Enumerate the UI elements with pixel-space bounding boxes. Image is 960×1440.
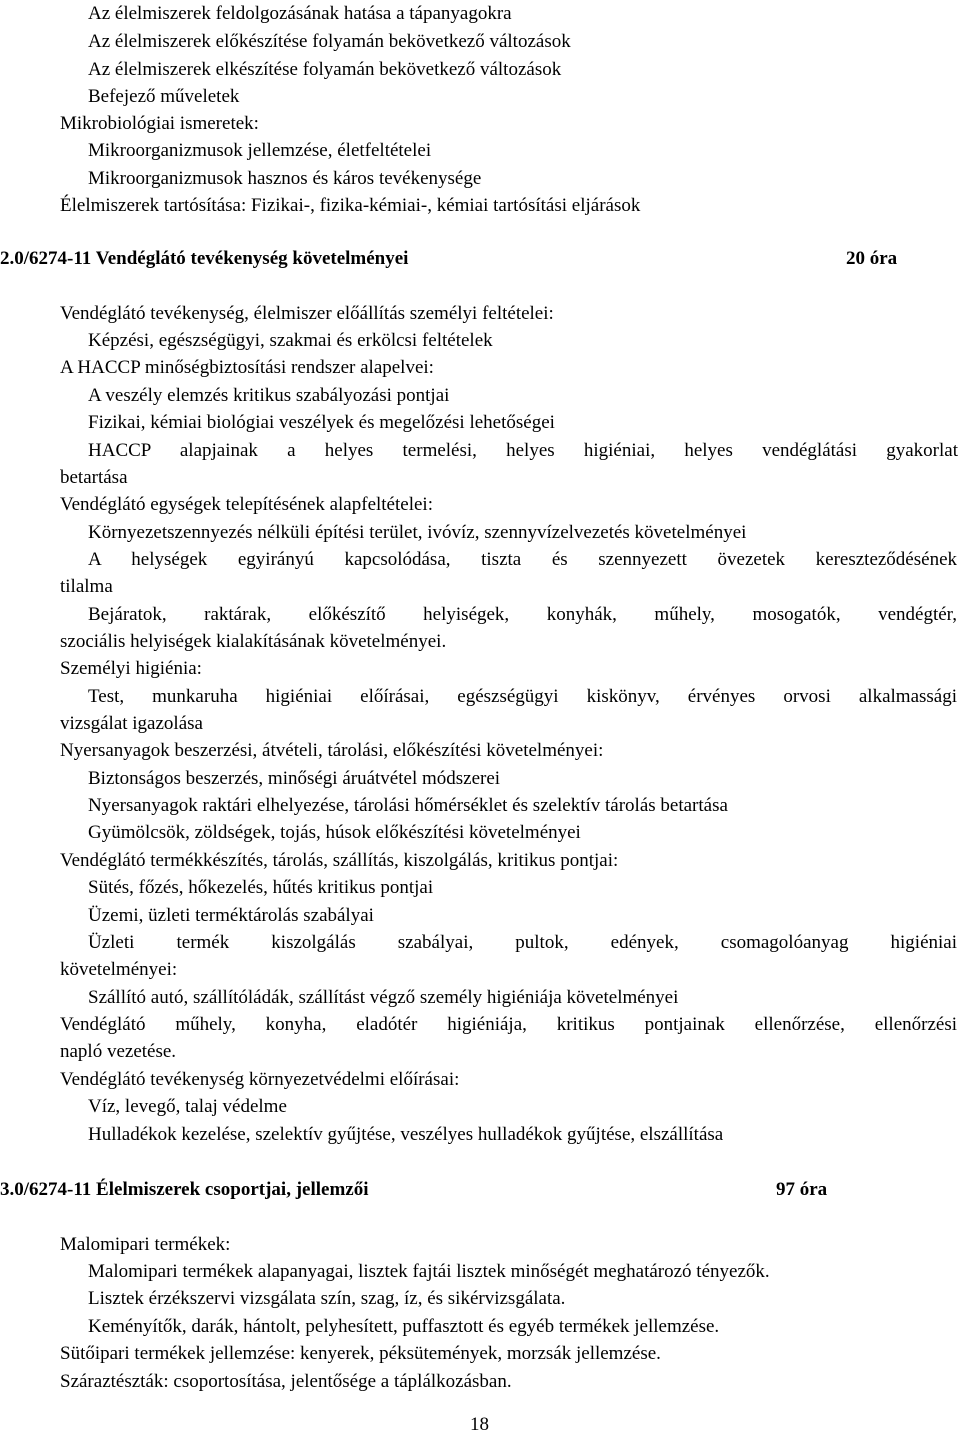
section-2-line: Személyi higiénia: bbox=[60, 658, 202, 679]
section-2-line: vizsgálat igazolása bbox=[60, 713, 203, 734]
intro-item: Az élelmiszerek elkészítése folyamán bekövetkező változások bbox=[88, 59, 562, 80]
section-3-line: Malomipari termékek alapanyagai, lisztek fajtái lisztek minőségét meghatározó tényezők. bbox=[88, 1261, 770, 1282]
section-2-line: Fizikai, kémiai biológiai veszélyek és megelőzési lehetőségei bbox=[88, 412, 555, 433]
section-2-line: Szállító autó, szállítóládák, szállítást végző személy higiéniája követelményei bbox=[88, 987, 679, 1008]
section-2-line: Gyümölcsök, zöldségek, tojás, húsok előkészítési követelményei bbox=[88, 822, 581, 843]
section-2-line: követelményei: bbox=[60, 959, 178, 980]
section-2-line: Környezetszennyezés nélküli építési terület, ivóvíz, szennyvízelvezetés követelményei bbox=[88, 522, 747, 543]
section-3-title: 3.0/6274-11 Élelmiszerek csoportjai, jellemzői bbox=[0, 1179, 369, 1200]
section-3-hours: 97 óra bbox=[776, 1179, 828, 1200]
section-2-line: Vendéglátó egységek telepítésének alapfeltételei: bbox=[60, 494, 433, 515]
section-2-line: Biztonságos beszerzés, minőségi áruátvétel módszerei bbox=[88, 768, 501, 789]
section-2-line: Nyersanyagok beszerzési, átvételi, tárolási, előkészítési követelményei: bbox=[60, 740, 604, 761]
section-3-line: Lisztek érzékszervi vizsgálata szín, szag, íz, és sikérvizsgálata. bbox=[88, 1288, 566, 1309]
section-2-line: A veszély elemzés kritikus szabályozási pontjai bbox=[88, 385, 450, 406]
intro-item: Befejező műveletek bbox=[88, 86, 240, 107]
section-2-line: betartása bbox=[60, 467, 128, 488]
section-2-line: Vendéglátó termékkészítés, tárolás, szállítás, kiszolgálás, kritikus pontjai: bbox=[60, 850, 619, 871]
page-number: 18 bbox=[470, 1414, 489, 1435]
section-2-line: Bejáratok, raktárak, előkészítő helyiségek, konyhák, műhely, mosogatók, vendégtér, bbox=[88, 604, 957, 625]
micro-item: Mikroorganizmusok jellemzése, életfeltételei bbox=[88, 140, 432, 161]
section-2-hours: 20 óra bbox=[846, 248, 898, 269]
section-2-line: szociális helyiségek kialakításának követelményei. bbox=[60, 631, 447, 652]
micro-title: Mikrobiológiai ismeretek: bbox=[60, 113, 259, 134]
section-3-line: Keményítők, darák, hántolt, pelyhesített, puffasztott és egyéb termékek jellemzése. bbox=[88, 1316, 720, 1337]
section-2-line: HACCP alapjainak a helyes termelési, helyes higiéniai, helyes vendéglátási gyakorlat bbox=[88, 440, 958, 461]
section-2-line: Sütés, főzés, hőkezelés, hűtés kritikus pontjai bbox=[88, 877, 434, 898]
section-3-line: Száraztészták: csoportosítása, jelentősége a táplálkozásban. bbox=[60, 1371, 512, 1392]
section-2-line: A HACCP minőségbiztosítási rendszer alapelvei: bbox=[60, 357, 434, 378]
micro-item: Mikroorganizmusok hasznos és káros tevékenysége bbox=[88, 168, 482, 189]
section-3-line: Sütőipari termékek jellemzése: kenyerek, péksütemények, morzsák jellemzése. bbox=[60, 1343, 661, 1364]
section-2-line: Képzési, egészségügyi, szakmai és erkölcsi feltételek bbox=[88, 330, 493, 351]
section-2-line: Vendéglátó tevékenység környezetvédelmi előírásai: bbox=[60, 1069, 460, 1090]
section-2-line: Vendéglátó műhely, konyha, eladótér higiéniája, kritikus pontjainak ellenőrzése, ellenőrzési bbox=[60, 1014, 957, 1035]
section-2-line: Nyersanyagok raktári elhelyezése, tárolási hőmérséklet és szelektív tárolás betartása bbox=[88, 795, 728, 816]
section-2-line: napló vezetése. bbox=[60, 1041, 177, 1062]
section-2-line: Üzleti termék kiszolgálás szabályai, pultok, edények, csomagolóanyag higiéniai bbox=[88, 932, 957, 953]
section-2-line: Vendéglátó tevékenység, élelmiszer előállítás személyi feltételei: bbox=[60, 303, 554, 324]
section-2-title: 2.0/6274-11 Vendéglátó tevékenység követelményei bbox=[0, 248, 409, 269]
intro-item: Az élelmiszerek feldolgozásának hatása a tápanyagokra bbox=[88, 3, 512, 24]
section-2-line: Test, munkaruha higiéniai előírásai, egészségügyi kiskönyv, érvényes orvosi alkalmassági bbox=[88, 686, 957, 707]
intro-item: Az élelmiszerek előkészítése folyamán bekövetkező változások bbox=[88, 31, 571, 52]
section-2-line: A helységek egyirányú kapcsolódása, tiszta és szennyezett övezetek kereszteződésének bbox=[88, 549, 957, 570]
section-2-line: tilalma bbox=[60, 576, 113, 597]
section-2-line: Üzemi, üzleti terméktárolás szabályai bbox=[88, 905, 374, 926]
section-3-line: Malomipari termékek: bbox=[60, 1234, 231, 1255]
section-2-line: Víz, levegő, talaj védelme bbox=[88, 1096, 287, 1117]
section-2-line: Hulladékok kezelése, szelektív gyűjtése, veszélyes hulladékok gyűjtése, elszállítása bbox=[88, 1124, 724, 1145]
preservation-line: Élelmiszerek tartósítása: Fizikai-, fizika-kémiai-, kémiai tartósítási eljárások bbox=[60, 195, 641, 216]
